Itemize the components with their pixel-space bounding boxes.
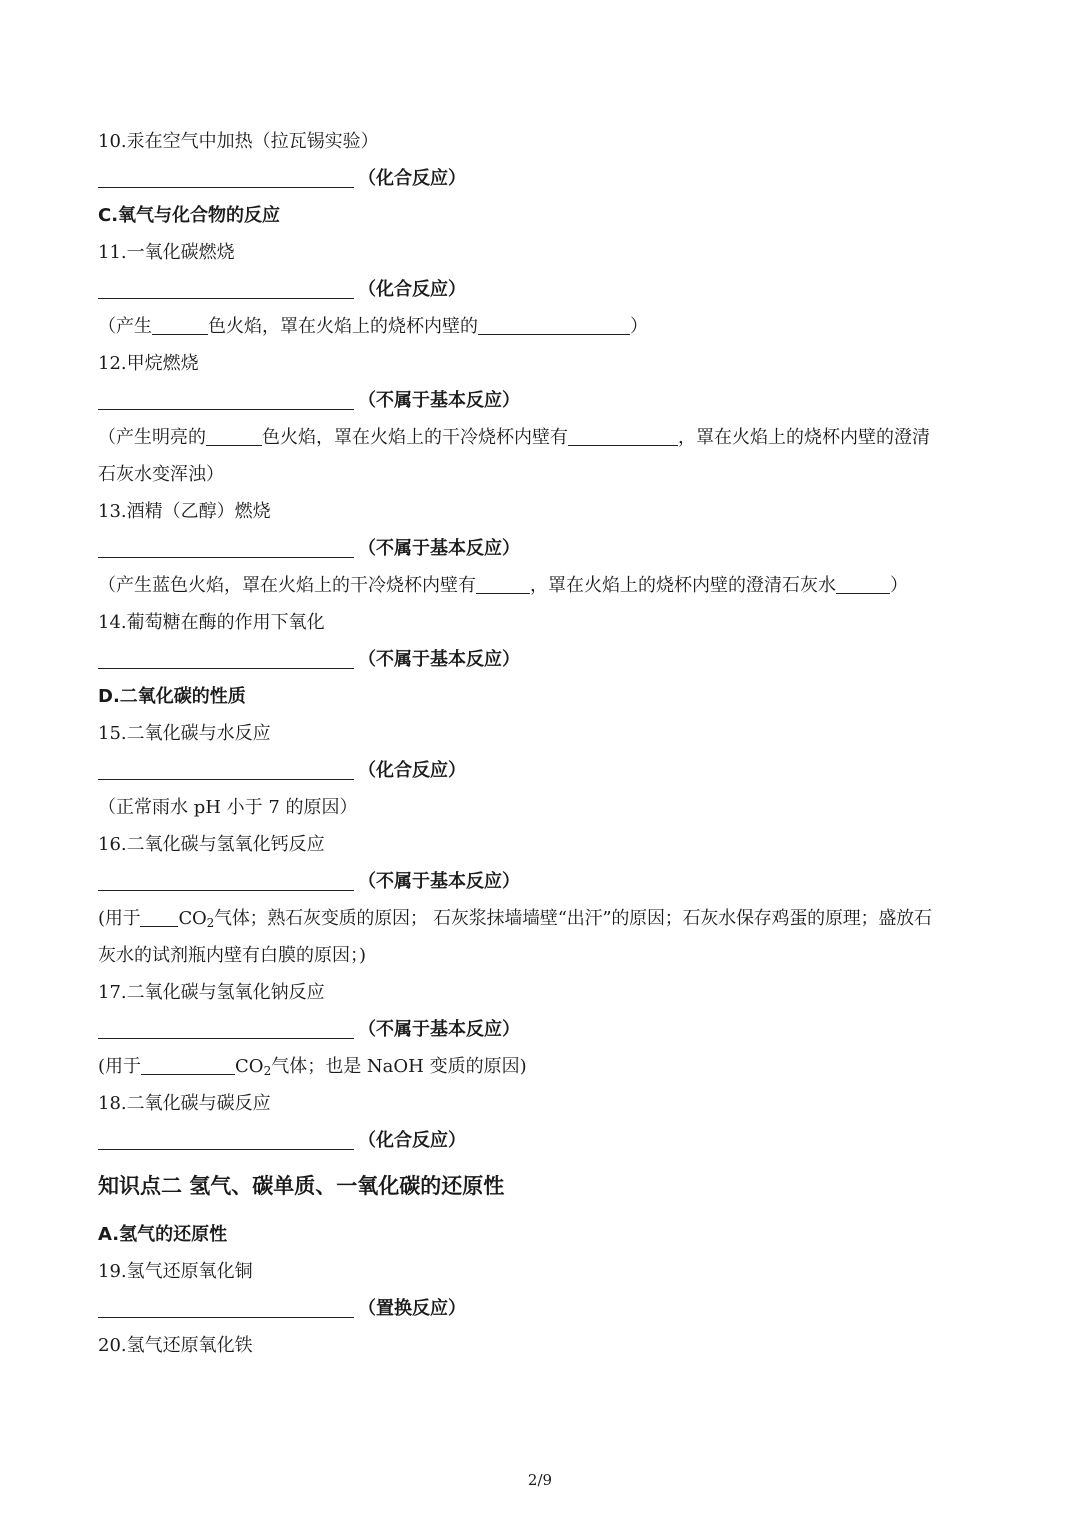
section-c-heading: C.氧气与化合物的反应 <box>98 205 281 226</box>
formula-co: CO <box>235 1056 264 1077</box>
section-a-heading: A.氢气的还原性 <box>98 1224 228 1245</box>
fill-blank[interactable] <box>478 316 630 335</box>
item-11-answer <box>98 278 466 302</box>
item-12-answer <box>98 389 520 413</box>
item-13-answer <box>98 537 520 561</box>
formula-subscript: 2 <box>263 1064 272 1078</box>
item-15-note: （正常雨水 pH 小于 7 的原因） <box>98 797 358 818</box>
answer-blank[interactable] <box>98 759 354 780</box>
fill-blank[interactable] <box>152 316 208 335</box>
note-text: ） <box>890 575 908 596</box>
item-14-title: 14.葡萄糖在酶的作用下氧化 <box>98 612 325 633</box>
section-d-heading: D.二氧化碳的性质 <box>98 686 246 707</box>
reaction-type: （不属于基本反应） <box>358 871 520 892</box>
note-text: （产生 <box>98 316 152 337</box>
reaction-type: （不属于基本反应） <box>358 390 520 411</box>
section-2-heading: 知识点二 氢气、碳单质、一氧化碳的还原性 <box>98 1174 505 1198</box>
reaction-type: （置换反应） <box>358 1298 466 1319</box>
fill-blank[interactable] <box>476 575 530 594</box>
item-17-title: 17.二氧化碳与氢氧化钠反应 <box>98 982 325 1003</box>
item-13-note <box>98 574 908 598</box>
answer-blank[interactable] <box>98 648 354 669</box>
page-number: 2/9 <box>527 1471 553 1489</box>
formula-co: CO <box>178 908 207 929</box>
reaction-type: （不属于基本反应） <box>358 538 520 559</box>
item-16-note <box>98 907 932 935</box>
answer-blank[interactable] <box>98 1018 354 1039</box>
item-18-title: 18.二氧化碳与碳反应 <box>98 1093 271 1114</box>
answer-blank[interactable] <box>98 278 354 299</box>
reaction-type: （化合反应） <box>358 1130 466 1151</box>
fill-blank[interactable] <box>140 908 178 927</box>
item-16-answer <box>98 870 520 894</box>
item-15-title: 15.二氧化碳与水反应 <box>98 723 271 744</box>
note-text: ，罩在火焰上的烧杯内壁的澄清 <box>678 427 930 448</box>
answer-blank[interactable] <box>98 537 354 558</box>
note-text: （产生明亮的 <box>98 427 206 448</box>
note-text: (用于 <box>98 1056 142 1077</box>
item-11-title: 11.一氧化碳燃烧 <box>98 242 235 263</box>
item-15-answer <box>98 759 466 783</box>
reaction-type: （化合反应） <box>358 168 466 189</box>
item-14-answer <box>98 648 520 672</box>
reaction-type: （不属于基本反应） <box>358 649 520 670</box>
reaction-type: （化合反应） <box>358 760 466 781</box>
item-17-answer <box>98 1018 520 1042</box>
reaction-type: （化合反应） <box>358 279 466 300</box>
item-18-answer <box>98 1129 466 1153</box>
item-11-note <box>98 315 648 339</box>
answer-blank[interactable] <box>98 167 354 188</box>
item-10-title: 10.汞在空气中加热（拉瓦锡实验） <box>98 131 379 152</box>
item-16-title: 16.二氧化碳与氢氧化钙反应 <box>98 834 325 855</box>
item-16-note-cont: 灰水的试剂瓶内壁有白膜的原因；) <box>98 945 367 966</box>
note-text: ，罩在火焰上的烧杯内壁的澄清石灰水 <box>530 575 836 596</box>
answer-blank[interactable] <box>98 389 354 410</box>
formula-subscript: 2 <box>206 916 215 930</box>
item-19-title: 19.氢气还原氧化铜 <box>98 1261 253 1282</box>
note-text: 色火焰，罩在火焰上的干冷烧杯内壁有 <box>262 427 568 448</box>
item-19-answer <box>98 1297 466 1321</box>
note-text: 气体；熟石灰变质的原因； 石灰浆抹墙墙壁“出汗”的原因；石灰水保存鸡蛋的原理；盛放石 <box>214 908 932 929</box>
item-17-note <box>98 1055 527 1083</box>
answer-blank[interactable] <box>98 1297 354 1318</box>
answer-blank[interactable] <box>98 870 354 891</box>
fill-blank[interactable] <box>206 427 262 446</box>
item-20-title: 20.氢气还原氧化铁 <box>98 1335 253 1356</box>
item-13-title: 13.酒精（乙醇）燃烧 <box>98 501 271 522</box>
note-text: ） <box>630 316 648 337</box>
item-12-note-cont: 石灰水变浑浊） <box>98 464 224 485</box>
fill-blank[interactable] <box>836 575 890 594</box>
reaction-type: （不属于基本反应） <box>358 1019 520 1040</box>
note-text: 气体；也是 NaOH 变质的原因) <box>271 1056 527 1077</box>
answer-blank[interactable] <box>98 1129 354 1150</box>
note-text: （产生蓝色火焰，罩在火焰上的干冷烧杯内壁有 <box>98 575 476 596</box>
item-10-answer <box>98 167 466 191</box>
note-text: 色火焰，罩在火焰上的烧杯内壁的 <box>208 316 478 337</box>
note-text: (用于 <box>98 908 141 929</box>
fill-blank[interactable] <box>568 427 678 446</box>
item-12-note <box>98 426 930 450</box>
fill-blank[interactable] <box>141 1056 235 1075</box>
item-12-title: 12.甲烷燃烧 <box>98 353 199 374</box>
